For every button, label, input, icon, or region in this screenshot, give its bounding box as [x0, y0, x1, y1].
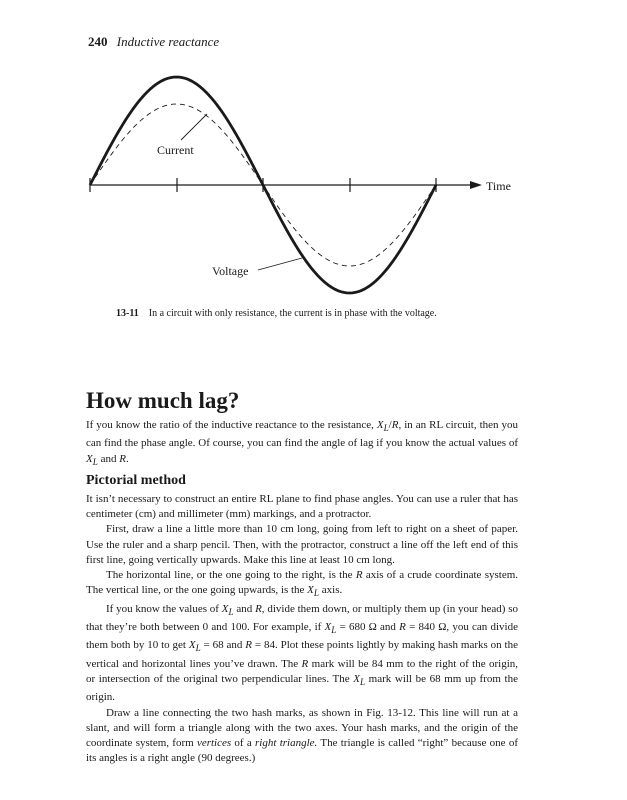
current-leader-line — [181, 114, 207, 140]
voltage-label: Voltage — [212, 264, 249, 278]
figure-13-11 — [0, 0, 627, 310]
caption-text: In a circuit with only resistance, the current is in phase with the voltage. — [148, 308, 437, 319]
paragraph-5: Draw a line connecting the two hash marks, as shown in Fig. 13-12. This line will run at a slant, and will form a triangle along with the two axes. Your hash marks, and the origin of the coordinate system, form vertices of a right triangle. The triangle is called “right” because one of its angles is a right angle (90 degrees.) — [86, 706, 518, 765]
time-label: Time — [486, 179, 511, 193]
paragraph-2: First, draw a line a little more than 10 cm long, going from left to right on a sheet of paper. Use the ruler and a sharp pencil. Then, with the protractor, construct a line off the left end of this first line, going vertically upwards. Make this line at least 10 cm long. — [86, 523, 518, 566]
waveform-diagram — [0, 0, 627, 310]
subheading: Pictorial method — [86, 473, 186, 488]
figure-caption — [116, 308, 437, 319]
voltage-leader-line — [258, 258, 302, 270]
body-text — [86, 492, 518, 766]
time-axis-arrowhead — [470, 181, 482, 189]
section-heading: How much lag? — [86, 388, 240, 413]
paragraph-3: The horizontal line, or the one going to the right, is the R axis of a crude coordinate system. The vertical line, or the one going upwards, is the $X_L$ axis. — [86, 569, 519, 599]
current-label: Current — [157, 143, 194, 157]
caption-number: 13-11 — [116, 308, 139, 319]
chapter-title: Inductive reactance — [116, 34, 220, 49]
page-number: 240 — [88, 34, 108, 49]
paragraph-4: If you know the values of $X_L$ and R, divide them down, or multiply them up (in your head) so that they’re both between 0 and 100. For example, if $X_L = 680$ Ω and R = 840 Ω, you can divide them both by 10 to get $X_L = 68$ and R = 84. Plot these points lightly by making hash marks on the vertical and horizontal lines you’ve drawn. The R mark will be 84 mm to the right of the origin, or intersection of the original two perpendicular lines. The $X_L$ mark will be 68 mm up from the origin. — [86, 602, 519, 704]
intro-paragraph: If you know the ratio of the inductive reactance to the resistance, $X_L/R$, in an RL circuit, then you can find the phase angle. Of course, you can find the angle of lag if you know the actual values of $X_L$ and R. — [86, 419, 518, 467]
paragraph-1: It isn’t necessary to construct an entire RL plane to find phase angles. You can use a ruler that has centimeter (cm) and millimeter (mm) markings, and a protractor. — [86, 493, 518, 521]
